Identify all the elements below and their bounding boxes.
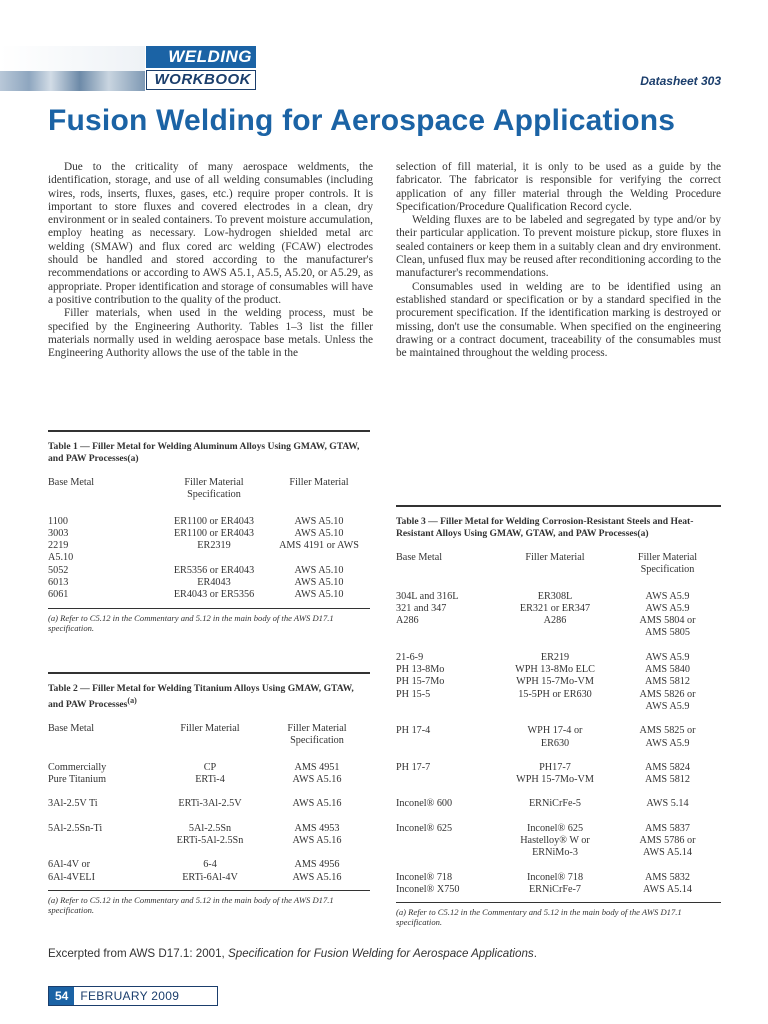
table-cell: ER630 [540, 737, 570, 749]
table-cell: 5052 [48, 564, 69, 576]
table-cell: AWS A5.16 [292, 834, 342, 846]
table-row [48, 859, 370, 871]
table-3-steels [396, 505, 721, 927]
table-cell: AMS 4953 [294, 822, 340, 834]
table-row [48, 823, 370, 835]
table-cell: A5.10 [48, 552, 74, 564]
table-cell: AMS 5786 or [639, 835, 696, 847]
table-cell: AWS A5.10 [294, 515, 344, 527]
page-title: Fusion Welding for Aerospace Applications [48, 104, 676, 137]
table-row [396, 725, 721, 737]
table-row [396, 627, 721, 639]
table-cell: AWS A5.16 [292, 774, 342, 786]
table-cell: WPH 13-8Mo ELC [515, 664, 595, 676]
table-cell: 1100 [48, 515, 68, 527]
table-cell: PH17-7 [539, 761, 571, 773]
table-cell: AMS 5840 [644, 664, 690, 676]
table-2-titanium [48, 672, 370, 915]
table-cell: ER1100 or ER4043 [174, 527, 254, 539]
table-cell [396, 701, 496, 713]
table-row [396, 872, 721, 884]
table-cell: AWS A5.9 [645, 602, 690, 614]
table-cell: PH 15-5 [396, 688, 431, 700]
table-row [396, 701, 721, 713]
column-header: Filler Material Specification [184, 477, 244, 501]
table-row [48, 798, 370, 810]
column-header: Base Metal [48, 477, 95, 488]
table-cell: 6Al-4V or [48, 859, 90, 871]
table-cell: ER4043 or ER5356 [173, 589, 255, 601]
column-header: Base Metal [396, 552, 443, 563]
row-group-spacer [396, 713, 721, 725]
table-cell: 6-4 [203, 859, 217, 871]
table-cell: WPH 15-7Mo-VM [516, 774, 594, 786]
caption-footnote-mark: (a) [127, 696, 137, 705]
table-cell: AWS A5.9 [645, 737, 690, 749]
issue-date: FEBRUARY 2009 [80, 989, 180, 1003]
table-cell: A286 [396, 615, 419, 627]
table-cell: AMS 5826 or [639, 688, 696, 700]
table-cell: AMS 5832 [644, 871, 690, 883]
table-cell: PH 17-4 [396, 725, 431, 737]
table-cell [496, 627, 614, 639]
row-group-spacer [48, 847, 370, 859]
table-row [396, 798, 721, 810]
body-column-left [48, 161, 373, 360]
table-cell: AWS A5.14 [643, 883, 692, 895]
table-row [48, 516, 370, 528]
table-caption [48, 683, 370, 711]
body-column-right [396, 161, 721, 360]
table-cell: PH 15-7Mo [396, 676, 445, 688]
body-paragraph: selection of fill material, it is only to be used as a guide by the fabricator. The fabricator is responsible for verifying the correct application of any filler material through the Welding Procedure Specification/Procedure Qualification Record cycle. [396, 161, 721, 213]
table-cell: Pure Titanium [48, 774, 107, 786]
citation-title: Specification for Fusion Welding for Aerospace Applications [228, 947, 534, 960]
table-cell: ERTi-4 [195, 774, 225, 786]
body-paragraph: Due to the criticality of many aerospace weldments, the identification, storage, and use of all welding consumables (including wires, rods, inserts, fluxes, gases, etc.) require proper controls. It is important to store fluxes and covered electrodes in a clean, dry environment or in sealed containers. To prevent moisture accumulation, employ heating as necessary. Low-hydrogen shielded metal arc welding (SMAW) and flux cored arc welding (FCAW) electrodes should be handled and stored according to the manufacturer's recommendations or according to AWS A5.1, A5.5, A5.20, or A5.29, as appropriate. Proper identification and storage of consumables will have a positive contribution to the quality of the product. [48, 161, 373, 306]
table-cell: Inconel® 718 [526, 871, 584, 883]
table-row [48, 577, 370, 589]
table-row [396, 615, 721, 627]
table-1-aluminum [48, 430, 370, 633]
table-cell: ERTi-3Al-2.5V [178, 798, 242, 810]
table-cell: ERNiCrFe-5 [528, 798, 582, 810]
table-cell: AWS A5.10 [294, 589, 344, 601]
table-body [48, 762, 370, 884]
column-header: Base Metal [48, 723, 95, 735]
table-header [396, 552, 721, 577]
table-body [396, 591, 721, 897]
table-row [396, 652, 721, 664]
row-group-spacer [396, 811, 721, 823]
table-cell: Inconel® 600 [396, 798, 453, 810]
table-row [396, 603, 721, 615]
table-footnote: (a) Refer to C5.12 in the Commentary and 5.12 in the main body of the AWS D17.1 specification. [48, 890, 370, 915]
column-header: Filler Material [289, 477, 349, 488]
table-cell: Commercially [48, 761, 107, 773]
source-citation [48, 947, 537, 960]
table-cell: ERTi-5Al-2.5Sn [176, 834, 244, 846]
table-cell: PH 13-8Mo [396, 664, 445, 676]
table-cell: AMS 5812 [644, 774, 690, 786]
table-cell [160, 552, 268, 564]
table-cell: 3Al-2.5V Ti [48, 798, 98, 810]
table-cell: Hastelloy® W or [520, 835, 590, 847]
page-footer [48, 986, 218, 1006]
caption-text: Table 2 — Filler Metal for Welding Titanium Alloys Using GMAW, GTAW, and PAW Processes [48, 683, 354, 711]
table-cell: AMS 4191 or AWS [279, 540, 359, 552]
table-cell: AWS A5.16 [292, 871, 342, 883]
table-top-rule [396, 505, 721, 507]
row-group-spacer [396, 640, 721, 652]
table-cell: ER321 or ER347 [519, 602, 591, 614]
table-row [396, 664, 721, 676]
table-cell [48, 835, 156, 847]
page-number: 54 [49, 987, 74, 1005]
welding-workbook-banner [0, 46, 258, 92]
table-cell: AWS A5.14 [643, 847, 692, 859]
row-group-spacer [48, 786, 370, 798]
table-cell [396, 738, 496, 750]
table-cell: AMS 5837 [644, 822, 690, 834]
table-row [396, 847, 721, 859]
table-footnote: (a) Refer to C5.12 in the Commentary and 5.12 in the main body of the AWS D17.1 specification. [48, 608, 370, 633]
table-cell: AWS 5.14 [646, 798, 689, 810]
table-cell [268, 552, 370, 564]
column-header: Filler Material Specification [637, 552, 698, 576]
table-cell: AWS A5.10 [294, 527, 344, 539]
table-body [48, 516, 370, 602]
table-row [396, 762, 721, 774]
table-cell [396, 627, 496, 639]
table-row [48, 540, 370, 552]
table-cell: AWS A5.9 [645, 700, 690, 712]
table-cell: 3003 [48, 527, 69, 539]
table-cell: 6013 [48, 577, 69, 589]
citation-prefix: Excerpted from AWS D17.1: 2001, [48, 947, 229, 960]
table-row [48, 774, 370, 786]
table-row [396, 676, 721, 688]
table-header [48, 723, 370, 748]
table-cell: AWS A5.10 [294, 577, 344, 589]
row-group-spacer [48, 811, 370, 823]
column-header: Filler Material [525, 552, 585, 563]
table-cell: ERNiMo-3 [532, 847, 578, 859]
table-cell: CP [203, 761, 217, 773]
table-cell: AMS 5804 or [639, 615, 696, 627]
table-cell: ER308L [537, 590, 573, 602]
table-top-rule [48, 430, 370, 432]
table-row [396, 689, 721, 701]
table-cell: ER4043 [197, 577, 231, 589]
table-cell: 6061 [48, 589, 69, 601]
table-cell: 321 and 347 [396, 602, 447, 614]
table-cell: 5Al-2.5Sn-Ti [48, 822, 103, 834]
table-cell [496, 701, 614, 713]
table-row [48, 528, 370, 540]
table-row [48, 589, 370, 601]
table-cell: ERTi-6Al-4V [182, 871, 238, 883]
table-cell: AMS 5824 [644, 761, 690, 773]
table-cell: AWS A5.9 [645, 651, 690, 663]
table-row [396, 823, 721, 835]
body-paragraph: Consumables used in welding are to be identified using an established standard or specification or by a standard specified in the procurement specification. If the identification marking is destroyed or missing, don't use the consumable. When specified on the engineering drawing or a contract document, traceability of the consumables must be maintained throughout the welding process. [396, 280, 721, 360]
table-cell: 5Al-2.5Sn [188, 822, 232, 834]
table-cell [396, 774, 496, 786]
table-caption: Table 1 — Filler Metal for Welding Aluminum Alloys Using GMAW, GTAW, and PAW Processes(a) [48, 441, 360, 464]
table-row [48, 762, 370, 774]
table-cell: 304L and 316L [396, 590, 459, 602]
table-cell: ERNiCrFe-7 [528, 883, 582, 895]
table-cell: Inconel® 625 [396, 822, 453, 834]
table-top-rule [48, 672, 370, 674]
table-row [396, 884, 721, 896]
row-group-spacer [396, 860, 721, 872]
table-row [48, 565, 370, 577]
table-cell [396, 847, 496, 859]
table-row [396, 774, 721, 786]
table-cell: ER1100 or ER4043 [174, 515, 254, 527]
table-cell: 2219 [48, 540, 69, 552]
table-cell: 6Al-4VELI [48, 871, 95, 883]
table-cell: WPH 15-7Mo-VM [516, 676, 594, 688]
table-row [396, 738, 721, 750]
row-group-spacer [396, 750, 721, 762]
table-row [396, 835, 721, 847]
table-cell: A286 [543, 615, 567, 627]
table-cell: AWS A5.10 [294, 564, 344, 576]
table-footnote: (a) Refer to C5.12 in the Commentary and 5.12 in the main body of the AWS D17.1 specification. [396, 902, 721, 927]
table-cell: Inconel® X750 [396, 883, 460, 895]
table-cell: 21-6-9 [396, 651, 424, 663]
table-cell: AMS 4951 [294, 761, 340, 773]
citation-suffix: . [533, 947, 537, 960]
column-header: Filler Material [180, 723, 240, 735]
table-cell: AMS 5805 [644, 627, 690, 639]
workbook-label: WORKBOOK [146, 70, 256, 90]
table-cell: ER2319 [197, 540, 231, 552]
column-header: Filler Material Specification [287, 723, 347, 747]
datasheet-number: Datasheet 303 [640, 74, 721, 88]
table-cell: AWS A5.16 [292, 798, 342, 810]
table-row [48, 872, 370, 884]
table-cell: ER5356 or ER4043 [173, 564, 255, 576]
table-row [48, 552, 370, 564]
table-cell: AMS 5812 [644, 676, 690, 688]
banner-image-strip [0, 71, 145, 91]
welding-label: WELDING [146, 46, 256, 68]
table-cell [396, 835, 496, 847]
table-cell: 15-5PH or ER630 [518, 688, 592, 700]
table-caption: Table 3 — Filler Metal for Welding Corrosion-Resistant Steels and Heat-Resistant Alloys Using GMAW, GTAW, and PAW Processes(a) [396, 516, 694, 539]
row-group-spacer [396, 786, 721, 798]
table-row [396, 591, 721, 603]
body-paragraph: Welding fluxes are to be labeled and segregated by type and/or by their particular application. To prevent moisture pickup, store fluxes in sealed containers or keep them in a suitably clean and dry environment. Clean, unfused flux may be reused after reconditioning according to the manufacturer's recommendations. [396, 214, 721, 280]
table-cell: Inconel® 625 [526, 822, 584, 834]
table-cell: PH 17-7 [396, 761, 431, 773]
table-row [48, 835, 370, 847]
table-cell: ER219 [540, 651, 570, 663]
table-cell: AMS 5825 or [639, 725, 696, 737]
body-paragraph: Filler materials, when used in the welding process, must be specified by the Engineering Authority. Tables 1–3 list the filler materials normally used in welding aerospace base metals. Unless the Engineering Authority allows the use of the table in the [48, 307, 373, 360]
table-cell: Inconel® 718 [396, 871, 453, 883]
table-cell: WPH 17-4 or [527, 725, 583, 737]
table-cell: AWS A5.9 [645, 590, 690, 602]
table-cell: AMS 4956 [294, 859, 340, 871]
table-header [48, 477, 370, 502]
